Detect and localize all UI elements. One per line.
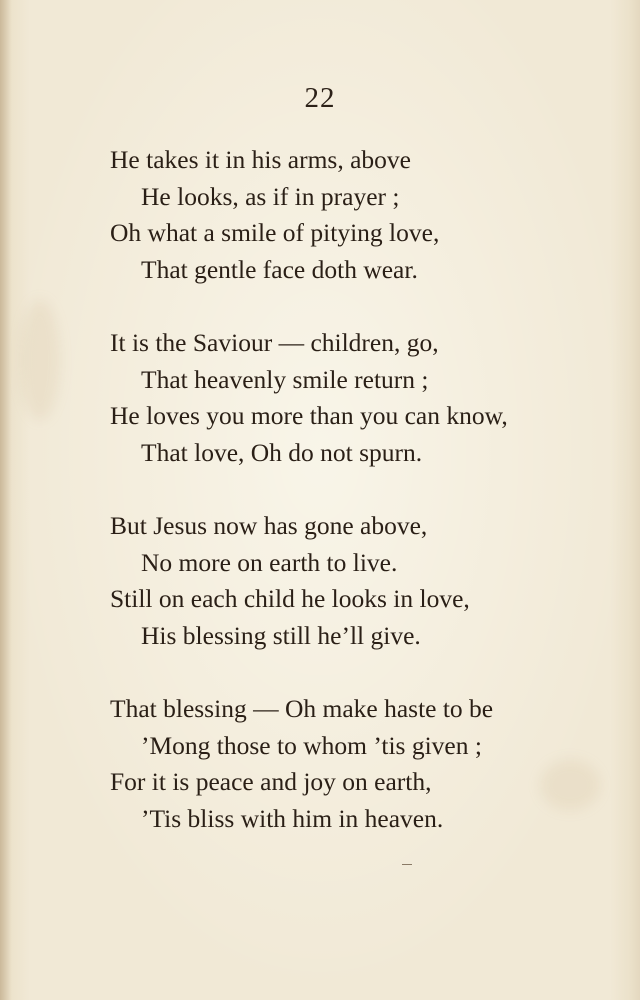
poem-line: No more on earth to live.: [141, 547, 398, 577]
poem-line: He loves you more than you can know,: [110, 401, 508, 430]
paper-stain: [20, 300, 60, 420]
poem-line: For it is peace and joy on earth,: [110, 767, 432, 796]
poem-line: That love, Oh do not spurn.: [141, 437, 423, 467]
poem-line: That heavenly smile return ;: [141, 364, 429, 394]
page-gutter-shadow: [0, 0, 12, 1000]
poem-line: Oh what a smile of pitying love,: [110, 218, 440, 247]
poem: [110, 142, 580, 874]
stanza-4: [110, 691, 580, 837]
poem-line: That blessing — Oh make haste to be: [110, 694, 494, 723]
ink-speck: [402, 864, 412, 865]
page-number: 22: [304, 82, 336, 114]
poem-line: ’Mong those to whom ’tis given ;: [141, 730, 482, 760]
poem-line: He looks, as if in prayer ;: [141, 181, 400, 211]
stanza-3: [110, 508, 580, 654]
stanza-2: [110, 325, 580, 471]
poem-line: He takes it in his arms, above: [110, 145, 411, 174]
poem-line: It is the Saviour — children, go,: [110, 328, 439, 357]
poem-line: That gentle face doth wear.: [141, 254, 418, 284]
poem-line: ’Tis bliss with him in heaven.: [141, 803, 444, 833]
poem-line: His blessing still he’ll give.: [141, 620, 421, 650]
stanza-1: [110, 142, 580, 288]
poem-line: But Jesus now has gone above,: [110, 511, 428, 540]
poem-line: Still on each child he looks in love,: [110, 584, 470, 613]
